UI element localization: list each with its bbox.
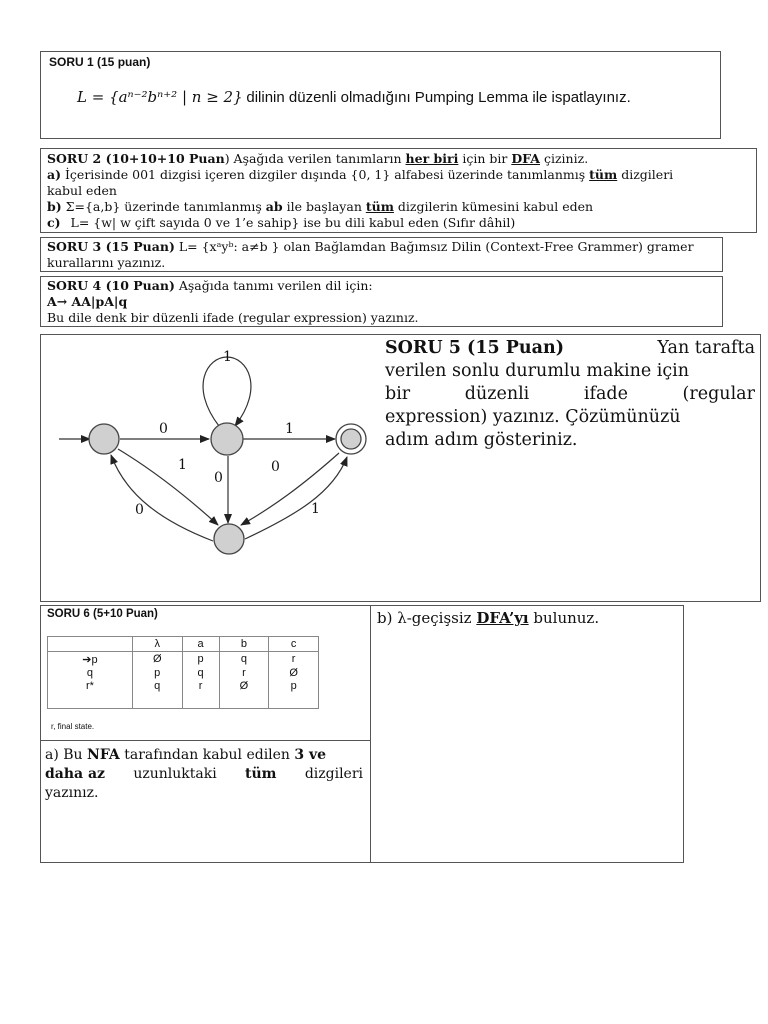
table-cell: ➔p	[48, 652, 133, 667]
question-2b-emphasis-ab: ab	[265, 199, 283, 214]
question-6-left-box	[40, 605, 371, 863]
final-state-note: r, final state.	[51, 722, 95, 731]
table-row	[48, 680, 319, 709]
question-5-line-1: Yan tarafta	[657, 338, 755, 358]
question-5-line-5: adım adım gösteriniz.	[385, 430, 578, 450]
question-5-line-4: expression) yazınız. Çözümünüzü	[385, 407, 681, 427]
edge-s3-s0	[111, 455, 213, 541]
divider	[40, 740, 371, 741]
question-2-box	[40, 148, 757, 233]
question-6a-text-2: tarafından kabul edilen	[119, 747, 295, 763]
question-6b-text-2: bulunuz.	[528, 609, 600, 627]
table-header: a	[182, 637, 219, 652]
question-5-box	[40, 334, 761, 602]
state-s2-final	[341, 429, 361, 449]
question-6-title: SORU 6 (5+10 Puan)	[47, 608, 158, 620]
question-6a-emphasis-all: tüm	[245, 766, 277, 782]
edge-s2-s3	[241, 453, 339, 525]
table-cell: q	[48, 666, 133, 680]
label-s1-s3: 0	[214, 470, 223, 486]
state-s3	[214, 524, 244, 554]
finite-state-machine-diagram	[41, 335, 371, 601]
question-3-box	[40, 237, 723, 272]
question-2b-emphasis-all: tüm	[365, 199, 394, 214]
label-s3-s2: 1	[311, 501, 320, 517]
question-5-word-regular: (regular	[682, 384, 755, 404]
question-4-text-2: Bu dile denk bir düzenli ifade (regular expression) yazınız.	[47, 310, 419, 325]
question-1-box	[40, 51, 721, 139]
question-2a-label: a)	[47, 167, 62, 182]
label-s3-s0: 0	[135, 502, 144, 518]
question-4-box	[40, 276, 723, 327]
question-6a-text: a) Bu	[45, 747, 88, 763]
question-6b-text: b) λ-geçişsiz	[377, 609, 477, 627]
question-2-intro: ) Aşağıda verilen tanımların	[224, 151, 406, 166]
question-2b-text-3: dizgilerin kümesini kabul eden	[393, 199, 594, 214]
table-header: λ	[132, 637, 182, 652]
state-s1	[211, 423, 243, 455]
table-cell: q	[132, 680, 182, 709]
question-6a-emphasis-less: daha az	[45, 766, 106, 782]
table-header: b	[219, 637, 269, 652]
question-2a-emphasis: tüm	[589, 167, 618, 182]
table-cell: Ø	[269, 666, 319, 680]
question-6a-nfa: NFA	[87, 747, 120, 763]
table-header	[48, 637, 133, 652]
table-cell: r	[182, 680, 219, 709]
table-cell: r	[269, 652, 319, 667]
nfa-transition-table	[47, 636, 319, 709]
question-2c-text: L= {w| w çift sayıda 0 ve 1’e sahip} ise bu dili kabul eden (Sıfır dâhil)	[70, 215, 516, 230]
table-cell: p	[132, 666, 182, 680]
question-1-text: dilinin düzenli olmadığını Pumping Lemma ile ispatlayınız.	[246, 89, 631, 106]
question-3-text: L= {xᵃyᵇ: a≠b } olan Bağlamdan Bağımsız Dilin (Context-Free Grammer) gramer	[174, 239, 694, 254]
question-2-title: SORU 2 (10+10+10 Puan	[47, 151, 225, 166]
question-5-word-ifade: ifade	[583, 384, 628, 404]
question-5-word-duzenli: düzenli	[464, 384, 530, 404]
question-2c-label: c)	[47, 215, 61, 230]
question-6a-text-4: dizgileri	[304, 766, 363, 782]
table-cell: r	[219, 666, 269, 680]
table-cell: p	[269, 680, 319, 709]
label-self-loop: 1	[223, 349, 232, 365]
question-6b-dfa: DFA’yı	[476, 609, 529, 627]
question-6-right-box	[370, 605, 684, 863]
table-header-row	[48, 637, 319, 652]
question-6a-emphasis-3: 3 ve	[294, 747, 327, 763]
table-cell: r*	[48, 680, 133, 709]
question-5-line-2: verilen sonlu durumlu makine için	[385, 361, 690, 381]
question-1-title: SORU 1 (15 puan)	[49, 55, 151, 69]
table-cell: Ø	[132, 652, 182, 667]
question-2a-text-2: dizgileri	[617, 167, 674, 182]
question-2-intro-2: için bir	[458, 151, 512, 166]
table-cell: q	[219, 652, 269, 667]
table-row	[48, 666, 319, 680]
question-2b-text: Σ={a,b} üzerinde tanımlanmış	[61, 199, 266, 214]
question-2-dfa: DFA	[511, 151, 540, 166]
question-5-title: SORU 5 (15 Puan)	[385, 338, 564, 358]
label-s1-s2: 1	[285, 421, 294, 437]
table-header: c	[269, 637, 319, 652]
label-s2-s3: 0	[271, 459, 280, 475]
question-2a-text: İçerisinde 001 dizgisi içeren dizgiler dışında {0, 1} alfabesi üzerinde tanımlanmış	[61, 167, 590, 182]
state-s0	[89, 424, 119, 454]
question-6a-text-3: uzunluktaki	[133, 766, 217, 782]
question-2-intro-3: çiziniz.	[540, 151, 589, 166]
question-3-text-2: kurallarını yazınız.	[47, 255, 166, 270]
edge-s1-self-loop	[203, 357, 251, 426]
question-4-title: SORU 4 (10 Puan)	[47, 278, 175, 293]
edge-s0-s3	[118, 449, 218, 525]
table-cell: p	[182, 652, 219, 667]
label-s0-s3: 1	[178, 457, 187, 473]
edge-s3-s2	[245, 457, 347, 539]
question-4-text: Aşağıda tanımı verilen dil için:	[174, 278, 373, 293]
table-cell: q	[182, 666, 219, 680]
question-2a-text-3: kabul eden	[47, 183, 117, 198]
label-s0-s1: 0	[159, 421, 168, 437]
question-4-grammar-rule: A→ AA|pA|q	[47, 294, 128, 309]
question-2b-text-2: ile başlayan	[282, 199, 366, 214]
question-6a-text-5: yazınız.	[45, 785, 99, 801]
question-2b-label: b)	[47, 199, 62, 214]
question-2-emphasis-each: her biri	[405, 151, 459, 166]
table-cell: Ø	[219, 680, 269, 709]
question-1-formula: L = {aⁿ⁻²bⁿ⁺² | n ≥ 2}	[77, 88, 243, 106]
question-5-word-bir: bir	[385, 384, 411, 404]
table-row	[48, 652, 319, 667]
question-3-title: SORU 3 (15 Puan)	[47, 239, 175, 254]
